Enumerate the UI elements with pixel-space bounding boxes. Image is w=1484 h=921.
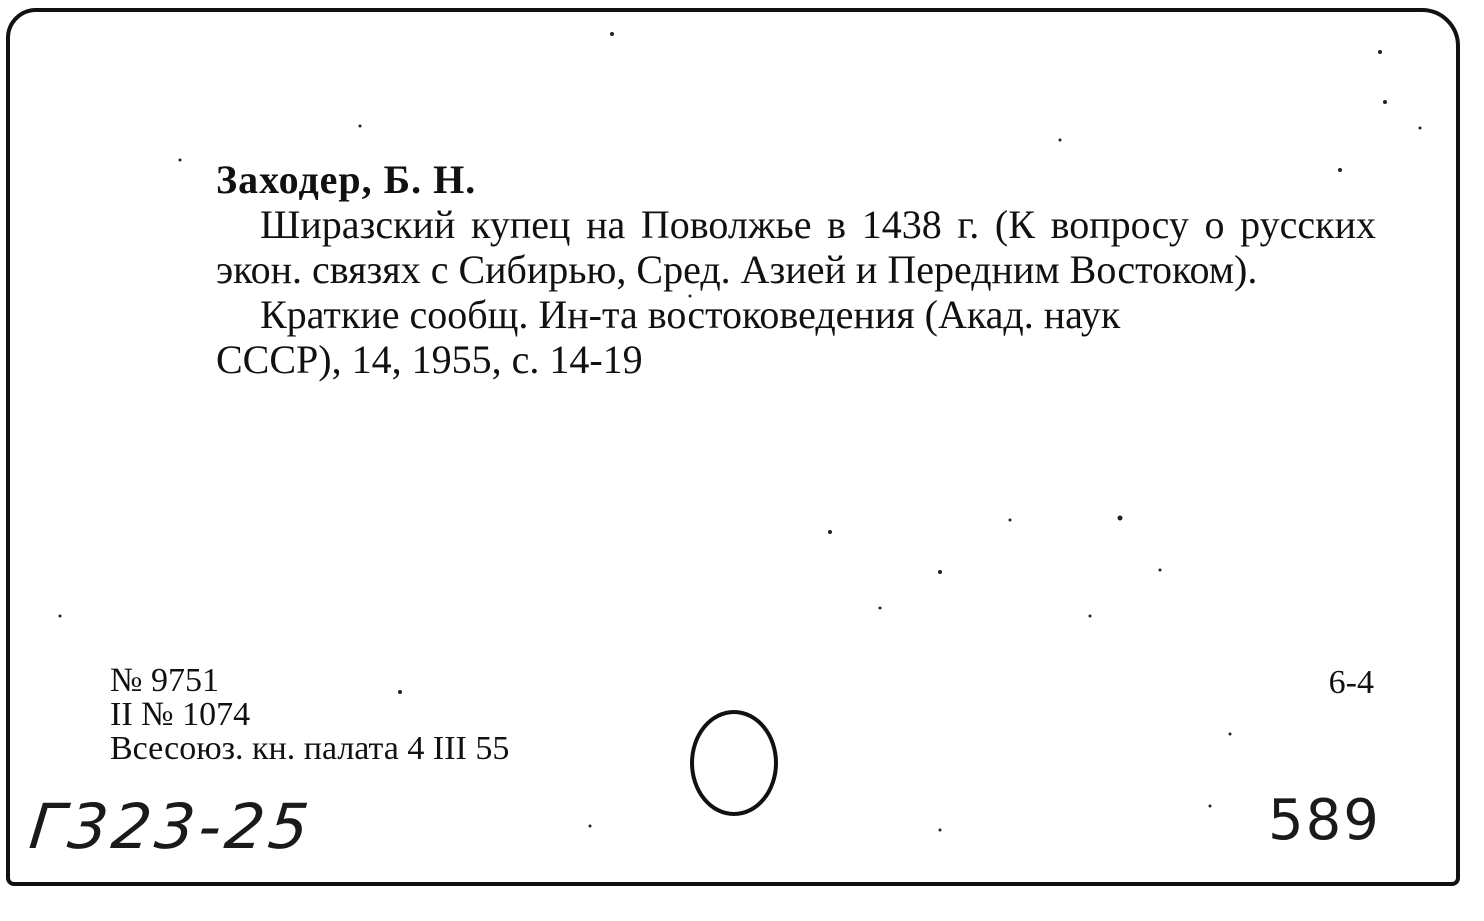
handwritten-number: 589 xyxy=(1268,788,1381,853)
card-meta xyxy=(110,664,509,766)
entry-body xyxy=(216,202,1376,382)
source-line-2: СССР), 14, 1955, с. 14-19 xyxy=(216,337,643,382)
classification-code: 6-4 xyxy=(1328,664,1374,701)
author-name: Заходер, Б. Н. xyxy=(216,157,477,202)
punch-hole xyxy=(690,710,778,816)
book-chamber-line: Всесоюз. кн. палата 4 III 55 xyxy=(110,730,510,767)
card-second-number: II № 1074 xyxy=(110,696,251,733)
handwritten-shelf-mark: Г323-25 xyxy=(26,790,316,863)
card-number: № 9751 xyxy=(110,662,219,699)
source-line-1: Краткие сообщ. Ин-та востоковедения (Акад. наук xyxy=(260,292,1121,337)
title-line: Ширазский купец на Поволжье в 1438 г. (К вопросу о русских экон. связях с Сибирью, Сред. Азией и Передним Востоком). xyxy=(216,202,1376,292)
